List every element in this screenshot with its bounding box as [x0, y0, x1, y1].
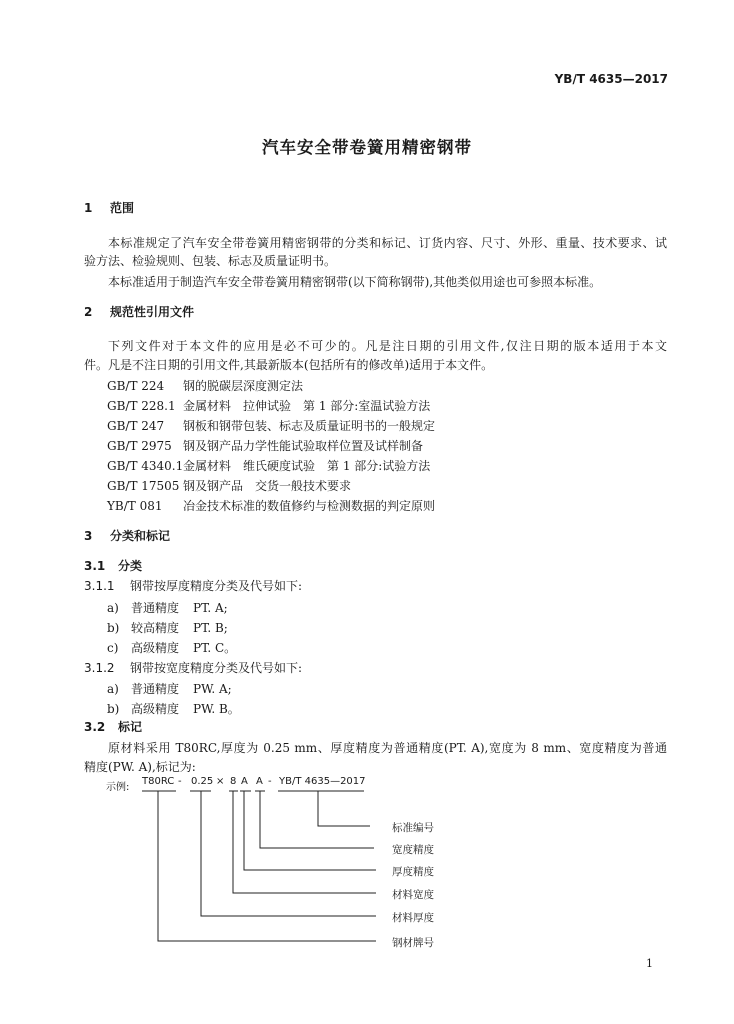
clause-number: 3.1.1	[84, 579, 115, 593]
subsection-number: 3.2	[84, 720, 106, 734]
precision-code: PT. C。	[193, 641, 237, 655]
annotation-label: 宽度精度	[392, 844, 434, 856]
marking-part: ×	[216, 776, 225, 787]
annotation-label: 材料厚度	[392, 912, 434, 924]
list-marker: a)	[107, 601, 119, 615]
leader-width-precision	[260, 791, 374, 848]
subsection-title: 标记	[118, 720, 143, 734]
section-number: 3	[84, 529, 93, 543]
clause-text: 钢带按厚度精度分类及代号如下:	[130, 579, 303, 593]
list-marker: b)	[107, 621, 120, 635]
list-marker: a)	[107, 682, 119, 696]
section-title: 范围	[110, 201, 135, 215]
leader-steel-grade	[158, 791, 376, 941]
section-number: 2	[84, 305, 93, 319]
reference-title: 金属材料 拉伸试验 第 1 部分:室温试验方法	[183, 399, 431, 413]
marking-paragraph-line-1: 原材料采用 T80RC,厚度为 0.25 mm、厚度精度为普通精度(PT. A),宽度为 8 mm、宽度精度为普通	[108, 741, 667, 755]
reference-title: 冶金技术标准的数值修约与检测数据的判定原则	[183, 499, 436, 513]
list-marker: b)	[107, 702, 120, 716]
marking-part: -	[178, 776, 182, 787]
marking-part: T80RC	[142, 776, 175, 787]
marking-part: -	[268, 776, 272, 787]
reference-code: YB/T 081	[107, 499, 163, 513]
marking-part: YB/T 4635—2017	[279, 776, 366, 787]
standard-code: YB/T 4635—2017	[554, 72, 668, 86]
reference-code: GB/T 2975	[107, 439, 172, 453]
reference-title: 钢的脱碳层深度测定法	[183, 379, 304, 393]
reference-code: GB/T 224	[107, 379, 165, 393]
reference-code: GB/T 247	[107, 419, 165, 433]
annotation-label: 厚度精度	[392, 866, 434, 878]
leader-material-thickness	[201, 791, 376, 916]
marking-part: A	[256, 776, 263, 787]
leader-standard-number	[318, 791, 370, 826]
reference-title: 钢板和钢带包装、标志及质量证明书的一般规定	[183, 419, 436, 433]
precision-code: PW. A;	[193, 682, 232, 696]
subsection-number: 3.1	[84, 559, 106, 573]
reference-title: 钢及钢产品 交货一般技术要求	[183, 479, 352, 493]
precision-label: 普通精度	[131, 601, 180, 615]
annotation-label: 标准编号	[392, 822, 434, 834]
list-marker: c)	[107, 641, 119, 655]
leader-material-width	[233, 791, 376, 893]
reference-title: 钢及钢产品力学性能试验取样位置及试样制备	[183, 439, 424, 453]
precision-label: 较高精度	[131, 621, 180, 635]
scope-paragraph-line-1: 本标准规定了汽车安全带卷簧用精密钢带的分类和标记、订货内容、尺寸、外形、重量、技术要求、试	[108, 236, 667, 250]
section-title: 分类和标记	[110, 529, 171, 543]
annotation-label: 钢材牌号	[392, 937, 434, 949]
leader-thickness-precision	[244, 791, 376, 870]
precision-code: PT. B;	[193, 621, 228, 635]
scope-paragraph-2: 本标准适用于制造汽车安全带卷簧用精密钢带(以下简称钢带),其他类似用途也可参照本标准。	[108, 275, 602, 289]
reference-code: GB/T 17505	[107, 479, 180, 493]
marking-part: 0.25	[191, 776, 214, 787]
subsection-title: 分类	[118, 559, 143, 573]
reference-code: GB/T 4340.1	[107, 459, 184, 473]
example-label: 示例:	[106, 782, 130, 793]
clause-text: 钢带按宽度精度分类及代号如下:	[130, 661, 303, 675]
reference-code: GB/T 228.1	[107, 399, 176, 413]
marking-part: A	[241, 776, 248, 787]
precision-label: 高级精度	[131, 641, 180, 655]
precision-label: 普通精度	[131, 682, 180, 696]
precision-code: PW. B。	[193, 702, 240, 716]
section-number: 1	[84, 201, 93, 215]
references-paragraph-line-2: 件。凡是不注日期的引用文件,其最新版本(包括所有的修改单)适用于本文件。	[84, 358, 494, 372]
precision-code: PT. A;	[193, 601, 228, 615]
reference-title: 金属材料 维氏硬度试验 第 1 部分:试验方法	[183, 459, 431, 473]
marking-part: 8	[230, 776, 237, 787]
document-title: 汽车安全带卷簧用精密钢带	[262, 138, 472, 157]
precision-label: 高级精度	[131, 702, 180, 716]
marking-paragraph-line-2: 精度(PW. A),标记为:	[84, 760, 196, 774]
page-number: 1	[646, 957, 653, 970]
annotation-label: 材料宽度	[392, 889, 434, 901]
section-title: 规范性引用文件	[110, 305, 195, 319]
scope-paragraph-line-2: 验方法、检验规则、包装、标志及质量证明书。	[84, 254, 337, 268]
clause-number: 3.1.2	[84, 661, 115, 675]
references-paragraph-line-1: 下列文件对于本文件的应用是必不可少的。凡是注日期的引用文件,仅注日期的版本适用于本文	[108, 339, 667, 353]
